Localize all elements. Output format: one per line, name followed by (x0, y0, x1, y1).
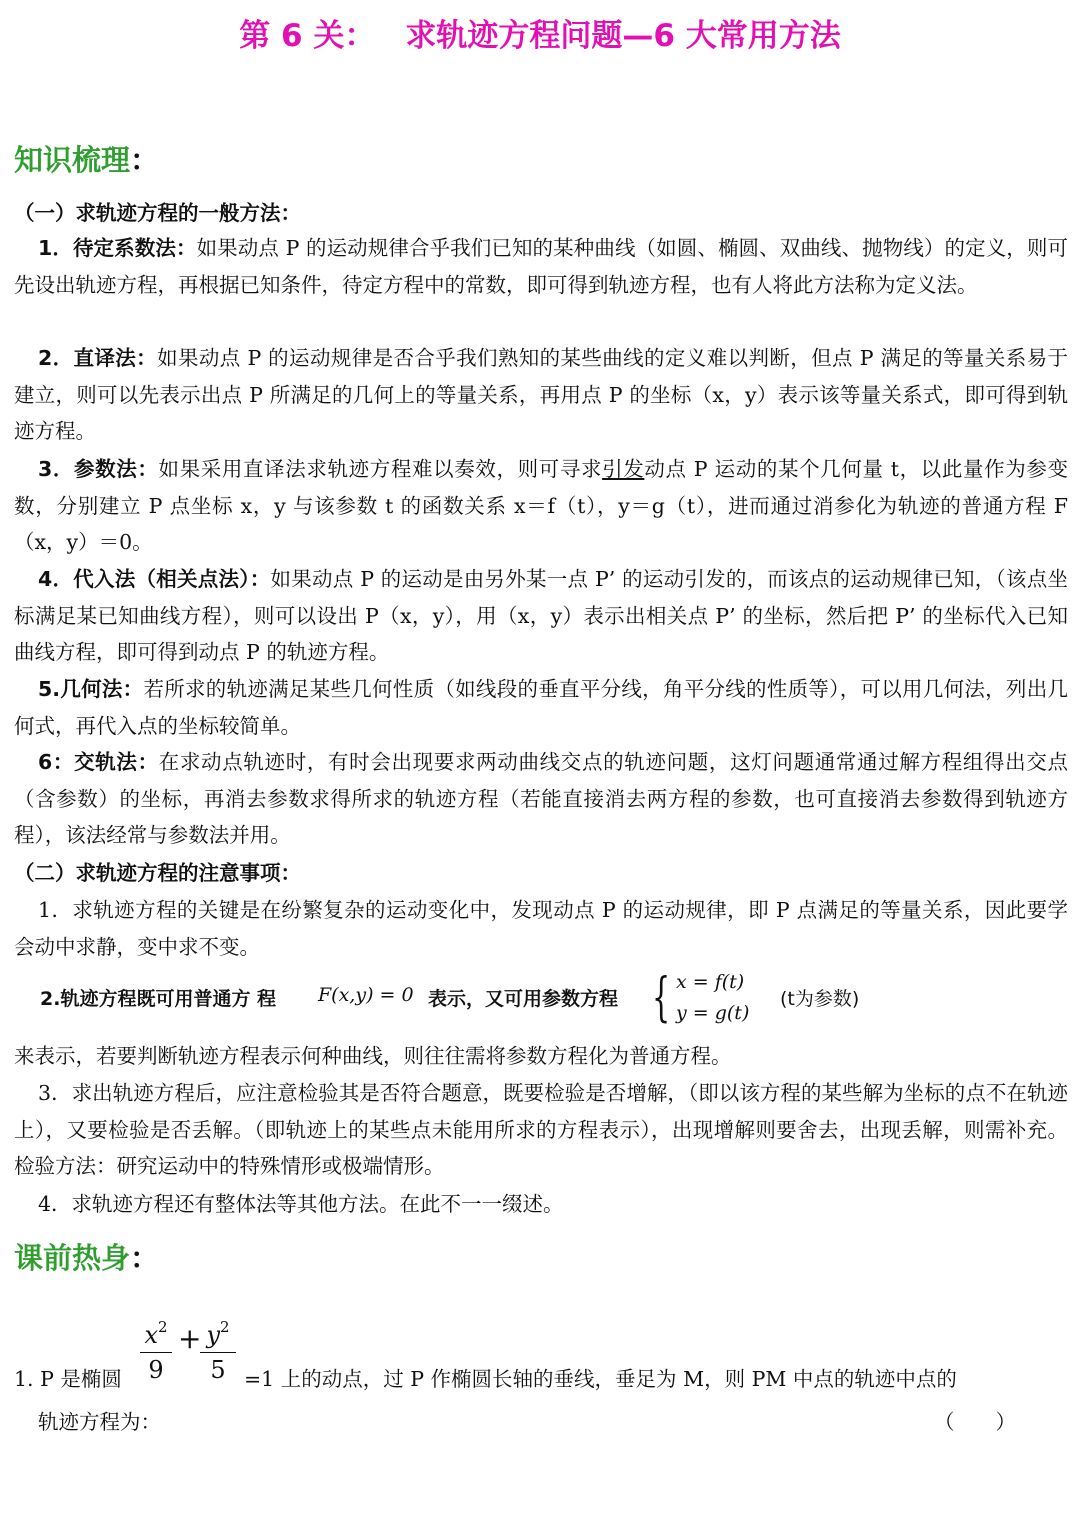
note-1-paragraph: 1．求轨迹方程的关键是在纷繁复杂的运动变化中，发现动点 P 的运动规律，即 P 点满足的等量关系，因此要学会动中求静，变中求不变。 (14, 898, 1068, 959)
question-1-line2: 轨迹方程为： (38, 1410, 161, 1434)
title-level: 第 6 关： (239, 18, 376, 54)
note-3-paragraph: 3．求出轨迹方程后，应注意检验其是否符合题意，既要检验是否增解，（即以该方程的某些解为坐标的点不在轨迹上），又要检验是否丢解。（即轨迹上的某些点未能用所求的方程表示），出现增解则要舍去，出现丢解，则需补充。检验方法：研究运动中的特殊情形或极端情形。 (14, 1081, 1068, 1178)
left-brace-icon: { (652, 968, 671, 1028)
method-3-lead: 3．参数法： (38, 457, 159, 481)
note-2-equation: F(x,y) = 0 (318, 984, 414, 1006)
section-heading-knowledge (14, 140, 159, 180)
param-eq-y: y = g(t) (676, 1002, 750, 1024)
method-2-paragraph (14, 340, 1068, 450)
method-6-lead: 6：交轨法： (38, 750, 159, 774)
note-4-paragraph: 4．求轨迹方程还有整体法等其他方法。在此不一一缀述。 (38, 1192, 564, 1216)
section-colon: ： (130, 143, 160, 177)
question-1-prefix: 1. P 是椭圆 (14, 1367, 122, 1391)
method-1-lead: 1．待定系数法： (38, 236, 197, 260)
frac1-numerator: x (144, 1321, 158, 1349)
method-6-paragraph (14, 744, 1068, 854)
method-5-text: 若所求的轨迹满足某些几何性质（如线段的垂直平分线，角平分线的性质等），可以用几何法，列出几何式，再代入点的坐标较简单。 (14, 677, 1068, 738)
note-2-text-b: 表示，又可用参数方程 (428, 988, 619, 1010)
section-label: 课前热身 (14, 1241, 131, 1275)
method-4-lead: 4．代入法（相关点法）： (38, 567, 271, 591)
method-6-text: 在求动点轨迹时，有时会出现要求两动曲线交点的轨迹问题，这灯问题通常通过解方程组得出交点（含参数）的坐标，再消去参数求得所求的轨迹方程（若能直接消去两方程的参数，也可直接消去参数得到轨迹方程），该法经常与参数法并用。 (14, 750, 1068, 847)
method-3-text-a: 如果采用直译法求轨迹方程难以奏效，则可寻求 (158, 457, 603, 481)
question-1-text: =1 上的动点，过 P 作椭圆长轴的垂线，垂足为 M，则 PM 中点的轨迹中点的 (244, 1367, 957, 1391)
title-topic: 求轨迹方程问题—6 大常用方法 (405, 18, 841, 54)
method-2-lead: 2．直译法： (38, 346, 158, 370)
param-note: (t为参数) (780, 988, 860, 1010)
plus-sign: + (178, 1322, 202, 1355)
fraction-y2-over-5 (200, 1312, 236, 1385)
method-2-text: 如果动点 P 的运动规律是否合乎我们熟知的某些曲线的定义难以判断，但点 P 满足的等量关系易于建立，则可以先表示出点 P 所满足的几何上的等量关系，再用点 P 的坐标（x，y）表示该等量关系式，即可得到轨迹方程。 (14, 346, 1069, 443)
method-1-text: 如果动点 P 的运动规律合乎我们已知的某种曲线（如圆、椭圆、双曲线、抛物线）的定义，则可先设出轨迹方程，再根据已知条件，待定方程中的常数，即可得到轨迹方程，也有人将此方法称为定义法。 (14, 236, 1069, 297)
frac2-denominator: 5 (210, 1356, 226, 1384)
frac2-exponent: 2 (220, 1318, 230, 1336)
note-2-text-a: 2.轨迹方程既可用普通方 程 (40, 988, 277, 1010)
method-3-underlined: 引发 (602, 457, 645, 481)
subheading-notes: （二）求轨迹方程的注意事项： (14, 861, 301, 885)
method-5-lead: 5.几何法： (38, 677, 144, 701)
method-4-paragraph (14, 561, 1068, 671)
method-3-paragraph (14, 451, 1068, 561)
fraction-x2-over-9 (140, 1312, 172, 1385)
subheading-general-methods: （一）求轨迹方程的一般方法： (14, 201, 301, 225)
method-5-paragraph (14, 671, 1068, 744)
frac1-denominator: 9 (148, 1356, 164, 1384)
frac2-numerator: y (206, 1321, 220, 1349)
frac1-exponent: 2 (158, 1318, 168, 1336)
page-title (0, 14, 1080, 58)
section-label: 知识梳理 (14, 143, 131, 177)
note-2-formula-line (40, 968, 1060, 1030)
answer-parentheses: （ ） (934, 1410, 1016, 1434)
section-colon: ： (130, 1241, 160, 1275)
note-2-continuation: 来表示，若要判断轨迹方程表示何种曲线，则往往需将参数方程化为普通方程。 (14, 1044, 732, 1068)
method-4-text: 如果动点 P 的运动是由另外某一点 P’ 的运动引发的，而该点的运动规律已知，（该点坐标满足某已知曲线方程），则可以设出 P（x，y），用（x，y）表示出相关点 P’ 的坐标，然后把 P’ 的坐标代入已知曲线方程，即可得到动点 P 的轨迹方程。 (14, 567, 1069, 664)
section-heading-warmup (14, 1238, 159, 1278)
method-1-paragraph (14, 230, 1068, 303)
method-3-text-b: 动点 P 运动的某个几何量 t，以此量作为参变数，分别建立 P 点坐标 x，y 与该参数 t 的函数关系 x＝f（t），y＝g（t），进而通过消参化为轨迹的普通方程 F（x，y）＝0。 (14, 457, 1069, 554)
param-eq-x: x = f(t) (676, 971, 745, 993)
